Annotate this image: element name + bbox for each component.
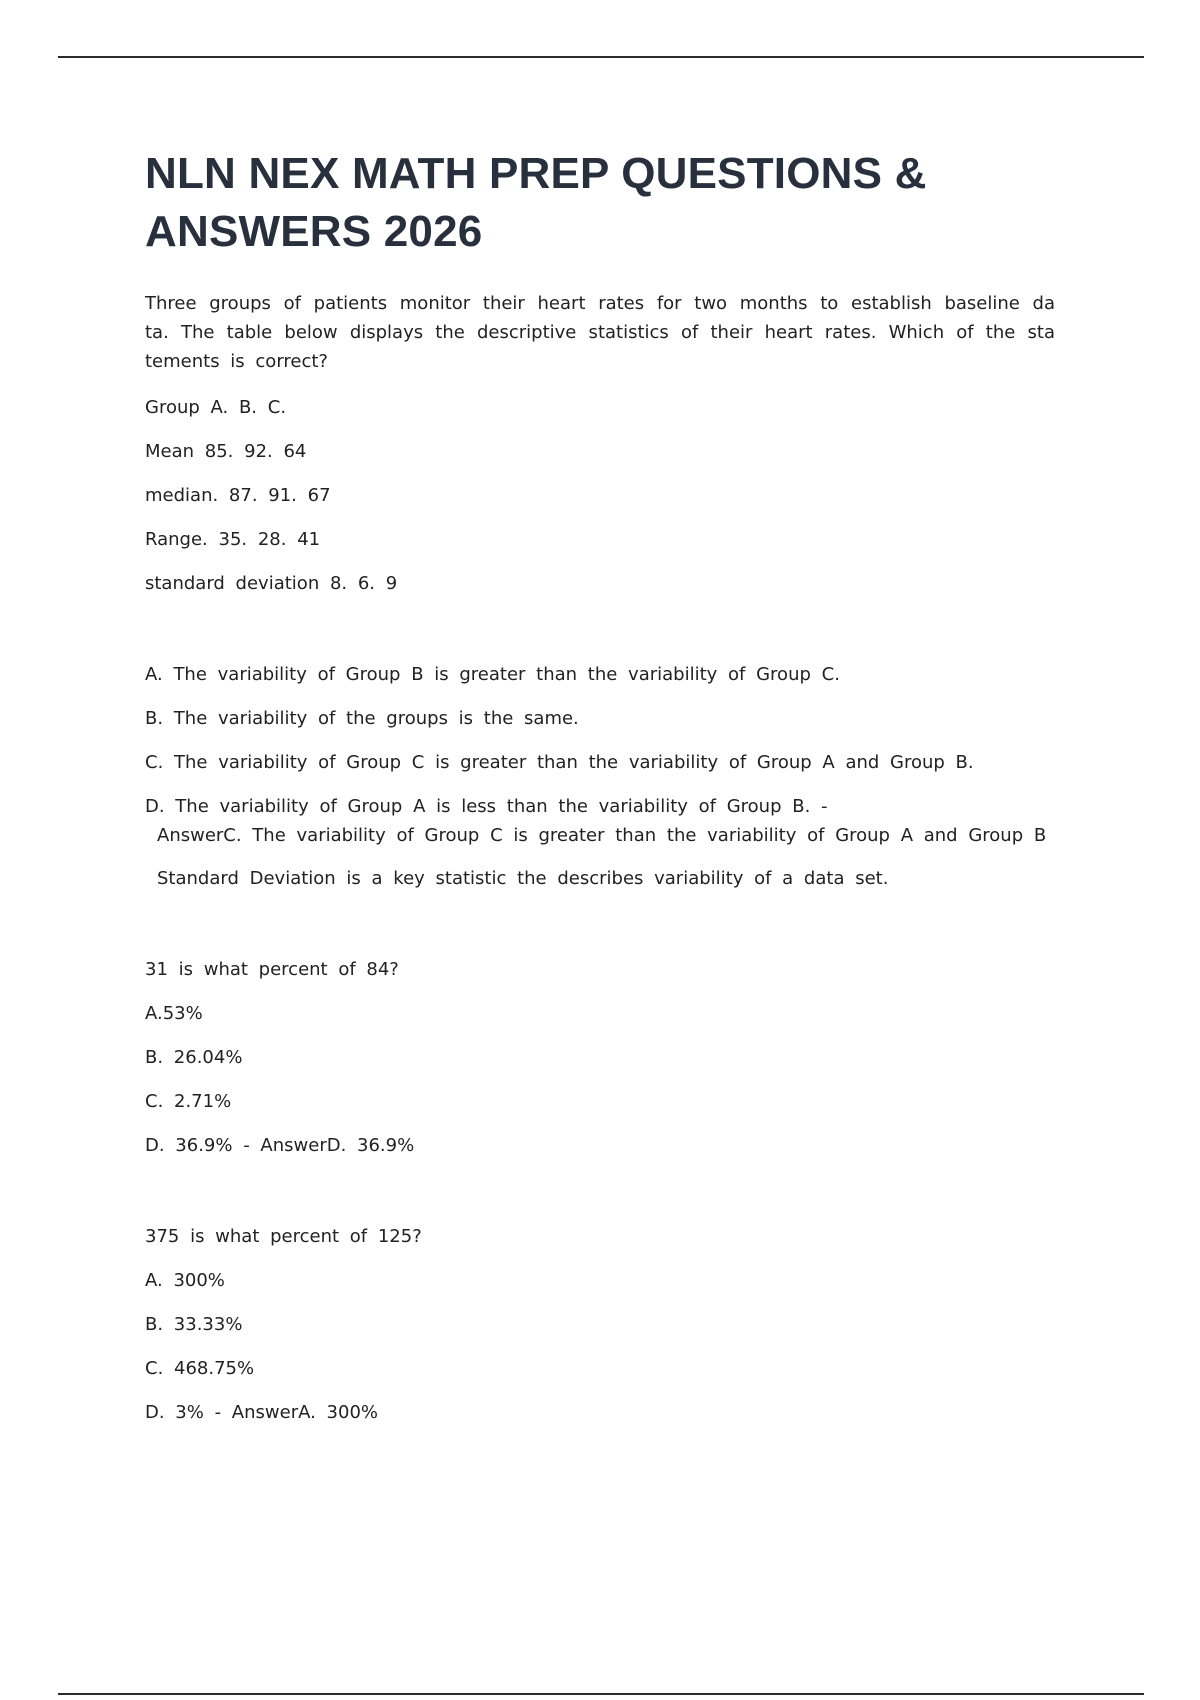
question-3 xyxy=(145,1222,1055,1427)
question-1-options xyxy=(145,660,1055,821)
document-body xyxy=(145,145,1055,1427)
option-c: C. The variability of Group C is greater than the variability of Group A and Group B. xyxy=(145,752,974,773)
option-d-with-answer: D. 36.9% - AnswerD. 36.9% xyxy=(145,1135,415,1156)
top-rule xyxy=(58,56,1144,58)
option-b: B. 26.04% xyxy=(145,1047,243,1068)
question-1 xyxy=(145,289,1055,893)
option-c: C. 2.71% xyxy=(145,1091,232,1112)
option-a: A. The variability of Group B is greater than the variability of Group C. xyxy=(145,664,840,685)
stats-row: median. 87. 91. 67 xyxy=(145,485,331,506)
option-a: A. 300% xyxy=(145,1270,225,1291)
option-a: A.53% xyxy=(145,1003,203,1024)
stats-row: standard deviation 8. 6. 9 xyxy=(145,573,398,594)
option-d: D. The variability of Group A is less than the variability of Group B. - xyxy=(145,796,828,817)
stats-row: Group A. B. C. xyxy=(145,397,287,418)
option-c: C. 468.75% xyxy=(145,1358,255,1379)
question-3-prompt: 375 is what percent of 125? xyxy=(145,1226,422,1247)
option-d-with-answer: D. 3% - AnswerA. 300% xyxy=(145,1402,378,1423)
bottom-rule xyxy=(58,1693,1144,1695)
question-1-answer: AnswerC. The variability of Group C is greater than the variability of Group A and Group B xyxy=(157,825,1047,846)
question-2 xyxy=(145,955,1055,1160)
stats-row: Mean 85. 92. 64 xyxy=(145,441,307,462)
question-1-explanation: Standard Deviation is a key statistic the describes variability of a data set. xyxy=(157,868,889,889)
question-2-prompt: 31 is what percent of 84? xyxy=(145,959,399,980)
statistics-table xyxy=(145,393,1055,598)
question-1-prompt: Three groups of patients monitor their heart rates for two months to establish baseline da ta. The table below displays the descriptive statistics of their heart rates. Which of the sta tements is correct? xyxy=(145,293,1055,372)
document-title: NLN NEX MATH PREP QUESTIONS & ANSWERS 2026 xyxy=(145,149,927,256)
stats-row: Range. 35. 28. 41 xyxy=(145,529,321,550)
option-b: B. 33.33% xyxy=(145,1314,243,1335)
option-b: B. The variability of the groups is the same. xyxy=(145,708,579,729)
